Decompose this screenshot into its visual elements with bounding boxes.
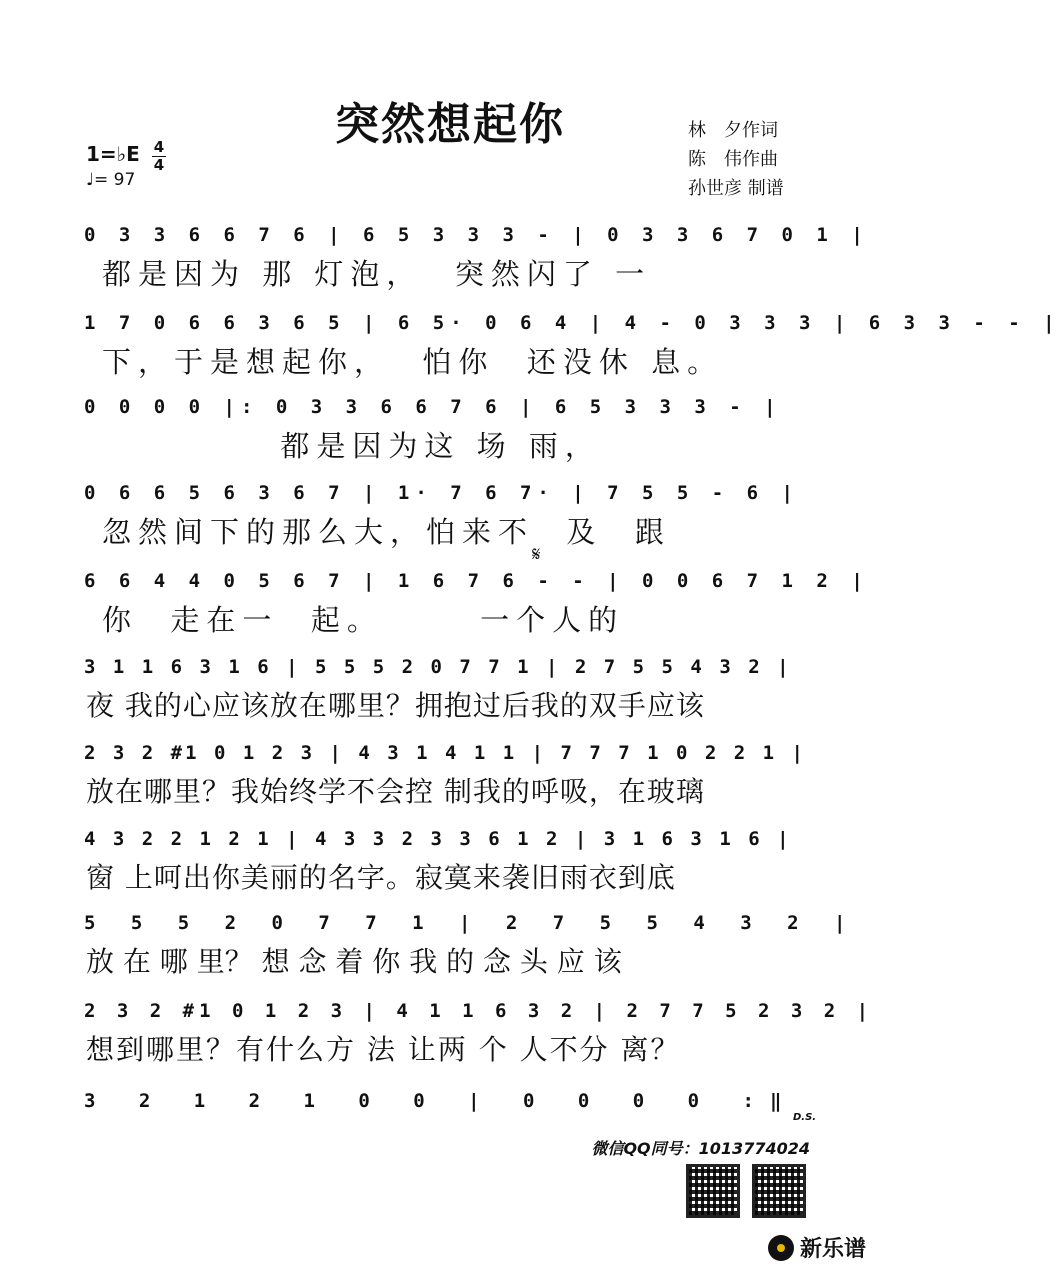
qr-code-icon <box>686 1164 740 1218</box>
lyric-line: 都是因为这 场 雨， <box>102 428 601 463</box>
lyric-line: 夜 我的心应该放在哪里？拥抱过后我的双手应该 <box>86 689 705 722</box>
score-row <box>84 822 816 896</box>
arranger-credit: 孙世彦 制谱 <box>688 178 784 199</box>
lyricist-credit: 林 夕作词 <box>688 120 778 141</box>
note-line: 2 3 2 #1 0 1 2 3 | 4 1 1 6 3 2 | 2 7 7 5 2 3 2 | <box>84 1000 874 1022</box>
key-signature: 1=♭E <box>86 142 140 166</box>
note-line: 0 0 0 0 |: 0 3 3 6 6 7 6 | 6 5 3 3 3 - | <box>84 396 782 418</box>
lyric-line: 想到哪里？有什么方 法 让两 个 人不分 离？ <box>86 1033 681 1066</box>
note-line: 5 5 5 2 0 7 7 1 | 2 7 5 5 4 3 2 | <box>84 912 858 934</box>
composer-credit: 陈 伟作曲 <box>688 149 778 170</box>
lyric-line: 窗 上呵出你美丽的名字。寂寞来袭旧雨衣到底 <box>86 861 676 894</box>
contact-info: 微信QQ同号：1013774024 <box>591 1139 810 1158</box>
score-row <box>84 306 1061 380</box>
score-row <box>84 906 858 980</box>
lyric-line: 忽然间下的那么大，怕来不 及 跟 <box>102 514 671 549</box>
meter-top: 4 <box>153 138 165 156</box>
score-row <box>84 218 869 292</box>
score-row <box>84 1084 816 1118</box>
note-line: 6 6 4 4 0 5 6 7 | 1 6 7 6 - - | 0 0 6 7 1 2 | <box>84 570 869 592</box>
lyric-line: 你 走在一 起。 一个人的 <box>102 602 625 637</box>
note-line: 4 3 2 2 1 2 1 | 4 3 3 2 3 3 6 1 2 | 3 1 6 3 1 6 | <box>84 828 792 850</box>
score-row <box>84 994 874 1068</box>
score-row <box>84 650 816 724</box>
lyric-line: 下，于是想起你， 怕你 还没休 息。 <box>102 344 724 379</box>
note-line: 1 7 0 6 6 3 6 5 | 6 5· 0 6 4 | 4 - 0 3 3 3 | 6 3 3 - - | <box>84 312 1061 334</box>
lyric-line: 放 在 哪 里？ 想 念 着 你 我 的 念 头 应 该 <box>86 945 622 978</box>
time-signature <box>152 140 166 173</box>
note-line: 0 6 6 5 6 3 6 7 | 1· 7 6 7· | 7 5 5 - 6 | <box>84 482 799 504</box>
score-row <box>84 736 816 810</box>
brand-logo <box>768 1232 866 1263</box>
qr-code-icon <box>752 1164 806 1218</box>
segno-sign: 𝄋 <box>532 542 541 566</box>
dal-segno-mark: D.S. <box>793 1112 817 1123</box>
note-line: 2 3 2 #1 0 1 2 3 | 4 3 1 4 1 1 | 7 7 7 1 0 2 2 1 | <box>84 742 806 764</box>
note-line: 3 1 1 6 3 1 6 | 5 5 5 2 0 7 7 1 | 2 7 5 5 4 3 2 | <box>84 656 792 678</box>
tempo-marking: ♩= 97 <box>86 170 136 190</box>
score-row <box>84 476 816 550</box>
credits <box>688 116 784 203</box>
score-row <box>84 390 816 464</box>
score-row <box>84 564 869 638</box>
note-line: 0 3 3 6 6 7 6 | 6 5 3 3 3 - | 0 3 3 6 7 0 1 | <box>84 224 869 246</box>
lyric-line: 都是因为 那 灯泡， 突然闪了 一 <box>102 256 652 291</box>
song-title: 突然想起你 <box>335 99 565 150</box>
record-disc-icon <box>768 1235 794 1261</box>
meter-bottom: 4 <box>153 156 165 174</box>
brand-name: 新乐谱 <box>800 1237 867 1262</box>
note-line: 3 2 1 2 1 0 0 | 0 0 0 0 :‖ <box>84 1090 798 1112</box>
lyric-line: 放在哪里？我始终学不会控 制我的呼吸，在玻璃 <box>86 775 705 808</box>
